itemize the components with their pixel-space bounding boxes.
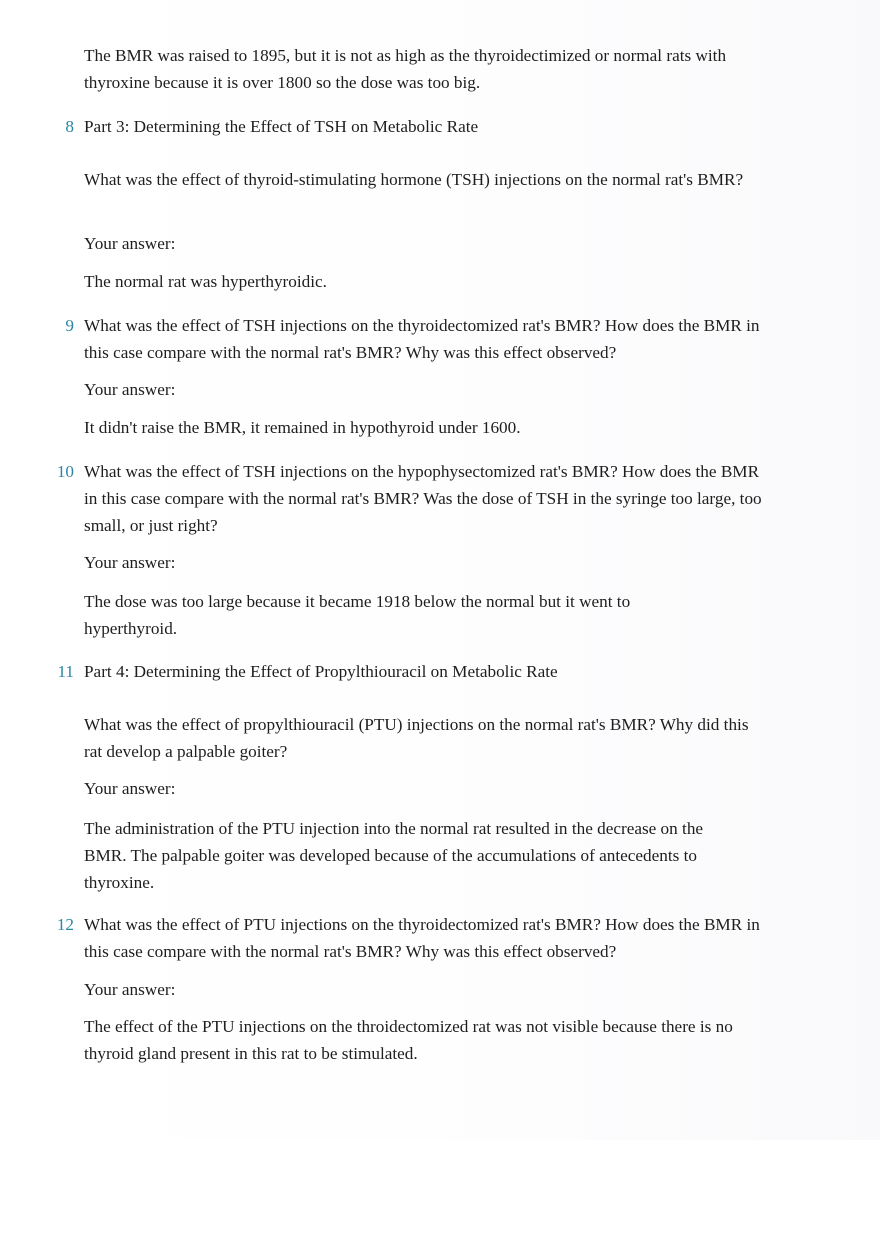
q7-answer-text: The BMR was raised to 1895, but it is not as high as the thyroidectimized or normal rats with thyroxine because it is over 1800 so the dose was too big. <box>84 46 727 92</box>
q10-answer-text: The dose was too large because it became 1918 below the normal but it went to hyperthyroid. <box>84 592 631 638</box>
question-number-8: 8 <box>65 117 74 136</box>
question-number-10: 10 <box>56 462 74 481</box>
q8-answer-text: The normal rat was hyperthyroidic. <box>84 272 327 291</box>
q11-answer-text: The administration of the PTU injection into the normal rat resulted in the decrease on the BMR. The palpable goiter was developed because of the accumulations of antecedents to thyroxine. <box>84 819 704 892</box>
q12-answer-text: The effect of the PTU injections on the throidectomized rat was not visible because there is no thyroid gland present in this rat to be stimulated. <box>84 1017 733 1063</box>
question-number-9: 9 <box>65 316 74 335</box>
q11-section-heading: Part 4: Determining the Effect of Propylthiouracil on Metabolic Rate <box>84 662 558 681</box>
q8-answer-label: Your answer: <box>84 234 176 253</box>
q8-section-heading: Part 3: Determining the Effect of TSH on Metabolic Rate <box>84 117 479 136</box>
q12-answer-label: Your answer: <box>84 980 176 999</box>
q12-question-text: What was the effect of PTU injections on the thyroidectomized rat's BMR? How does the BMR in this case compare with the normal rat's BMR? Why was this effect observed? <box>84 915 760 961</box>
q11-answer-label: Your answer: <box>84 779 176 798</box>
q11-question-text: What was the effect of propylthiouracil (PTU) injections on the normal rat's BMR? Why did this rat develop a palpable goiter? <box>84 715 749 761</box>
question-number-12: 12 <box>56 915 74 934</box>
question-number-11: 11 <box>57 662 74 681</box>
q9-question-text: What was the effect of TSH injections on the thyroidectomized rat's BMR? How does the BMR in this case compare with the normal rat's BMR? Why was this effect observed? <box>84 316 760 362</box>
q10-question-text: What was the effect of TSH injections on the hypophysectomized rat's BMR? How does the BMR in this case compare with the normal rat's BMR? Was the dose of TSH in the syringe too large, too small, or just right? <box>84 462 762 535</box>
q9-answer-label: Your answer: <box>84 380 176 399</box>
q8-question-text: What was the effect of thyroid-stimulating hormone (TSH) injections on the normal rat's BMR? <box>84 170 744 189</box>
q9-answer-text: It didn't raise the BMR, it remained in hypothyroid under 1600. <box>84 418 521 437</box>
q10-answer-label: Your answer: <box>84 553 176 572</box>
